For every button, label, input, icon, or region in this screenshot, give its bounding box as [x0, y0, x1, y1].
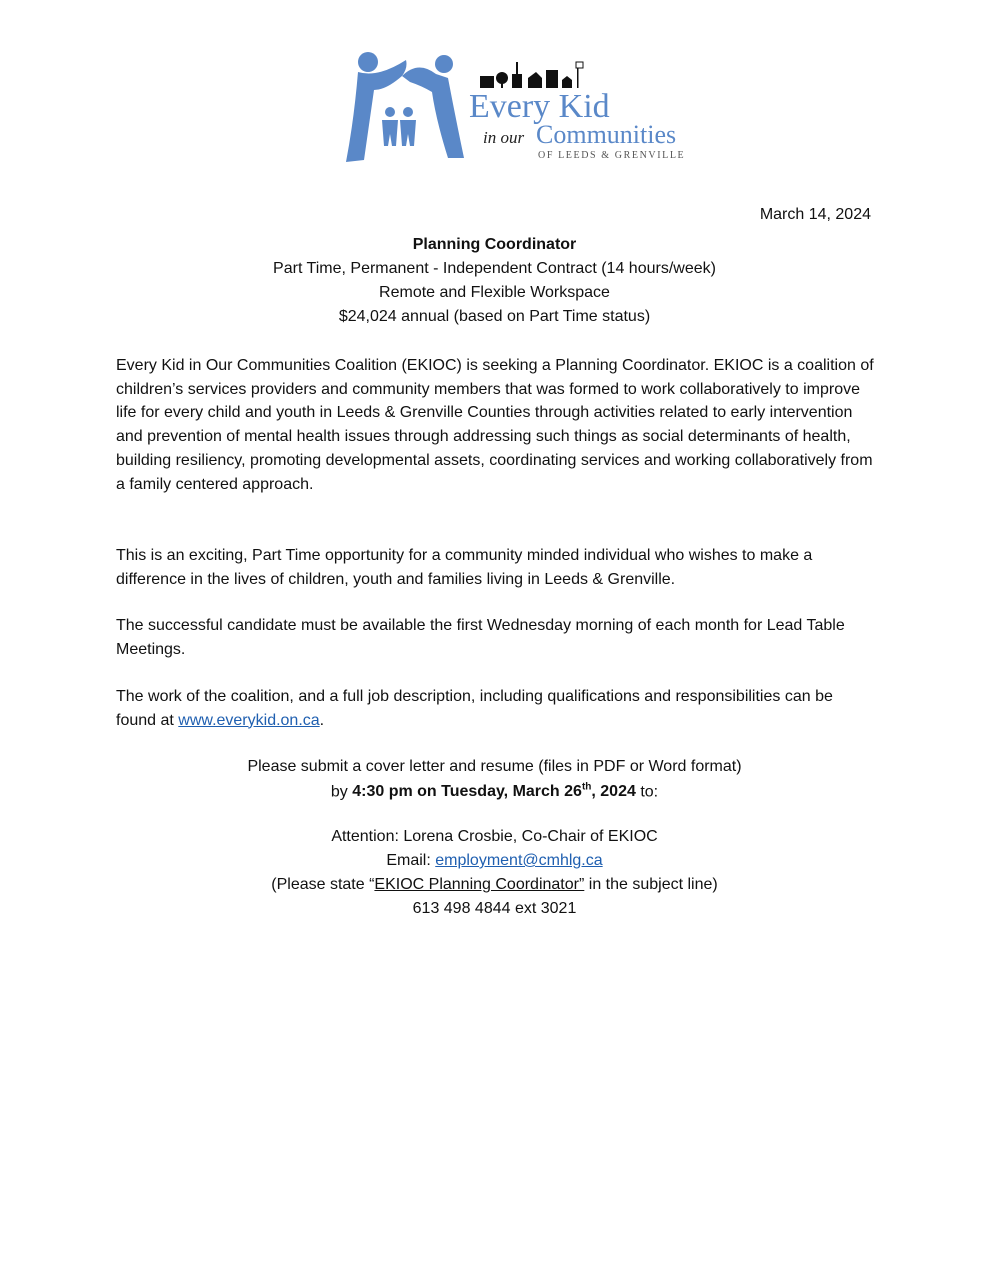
- subject-text: EKIOC Planning Coordinator”: [374, 876, 585, 893]
- town-skyline-icon: [478, 56, 588, 92]
- family-house-logo-icon: [338, 50, 468, 170]
- contact-email-line: [0, 852, 989, 870]
- subject-suffix: in the subject line): [584, 876, 718, 893]
- logo-text-communities: Communities: [536, 120, 677, 149]
- job-salary: $24,024 annual (based on Part Time status): [338, 308, 651, 325]
- subject-prefix: (Please state “: [271, 876, 375, 893]
- email-link[interactable]: employment@cmhlg.ca: [435, 852, 603, 869]
- deadline-date: [352, 783, 636, 800]
- deadline-by: by: [330, 783, 353, 801]
- submit-instructions: Please submit a cover letter and resume (files in PDF or Word format): [247, 758, 742, 775]
- contact-attention: Attention: Lorena Crosbie, Co-Chair of EKIOC: [331, 828, 658, 845]
- submit-deadline: [0, 782, 989, 801]
- paragraph-availability: The successful candidate must be available the first Wednesday morning of each month for Lead Table Meetings.: [116, 617, 845, 658]
- website-link[interactable]: www.everykid.on.ca: [178, 711, 320, 729]
- logo-text-region: OF LEEDS & GRENVILLE: [538, 150, 686, 161]
- document-date: March 14, 2024: [759, 206, 871, 223]
- logo-text-every-kid: Every Kid: [469, 88, 610, 125]
- job-description-end: .: [319, 711, 325, 729]
- deadline-date-main: 4:30 pm on Tuesday, March 26: [352, 783, 582, 801]
- contact-phone: 613 498 4844 ext 3021: [412, 900, 577, 917]
- paragraph-opportunity: This is an exciting, Part Time opportunity for a community minded individual who wishes to make a difference in the lives of children, youth and families living in Leeds & Grenville.: [116, 547, 813, 588]
- job-title: Planning Coordinator: [412, 236, 577, 253]
- logo-text-in-our: in our: [483, 128, 525, 147]
- deadline-to: to:: [635, 783, 659, 801]
- job-type: Part Time, Permanent - Independent Contract (14 hours/week): [273, 260, 716, 277]
- organization-logo: [338, 50, 708, 170]
- paragraph-about-ekioc: Every Kid in Our Communities Coalition (EKIOC) is seeking a Planning Coordinator. EKIOC is a coalition of children’s services providers and community members that was formed to work collaboratively to improve life for every child and youth in Leeds & Grenville Counties through activities related to early intervention and prevention of mental health issues through addressing such things as social determinants of health, building resiliency, promoting developmental assets, coordinating services and working collaboratively from a family centered approach.: [116, 357, 874, 493]
- deadline-date-suffix: th: [581, 782, 592, 793]
- job-workspace: Remote and Flexible Workspace: [379, 284, 610, 301]
- job-description-text: The work of the coalition, and a full job description, including qualifications and responsibilities can be found at: [116, 688, 833, 729]
- email-label: Email:: [386, 852, 436, 869]
- paragraph-job-description: [116, 685, 876, 732]
- subject-line-instruction: [0, 876, 989, 894]
- deadline-year: , 2024: [591, 783, 636, 801]
